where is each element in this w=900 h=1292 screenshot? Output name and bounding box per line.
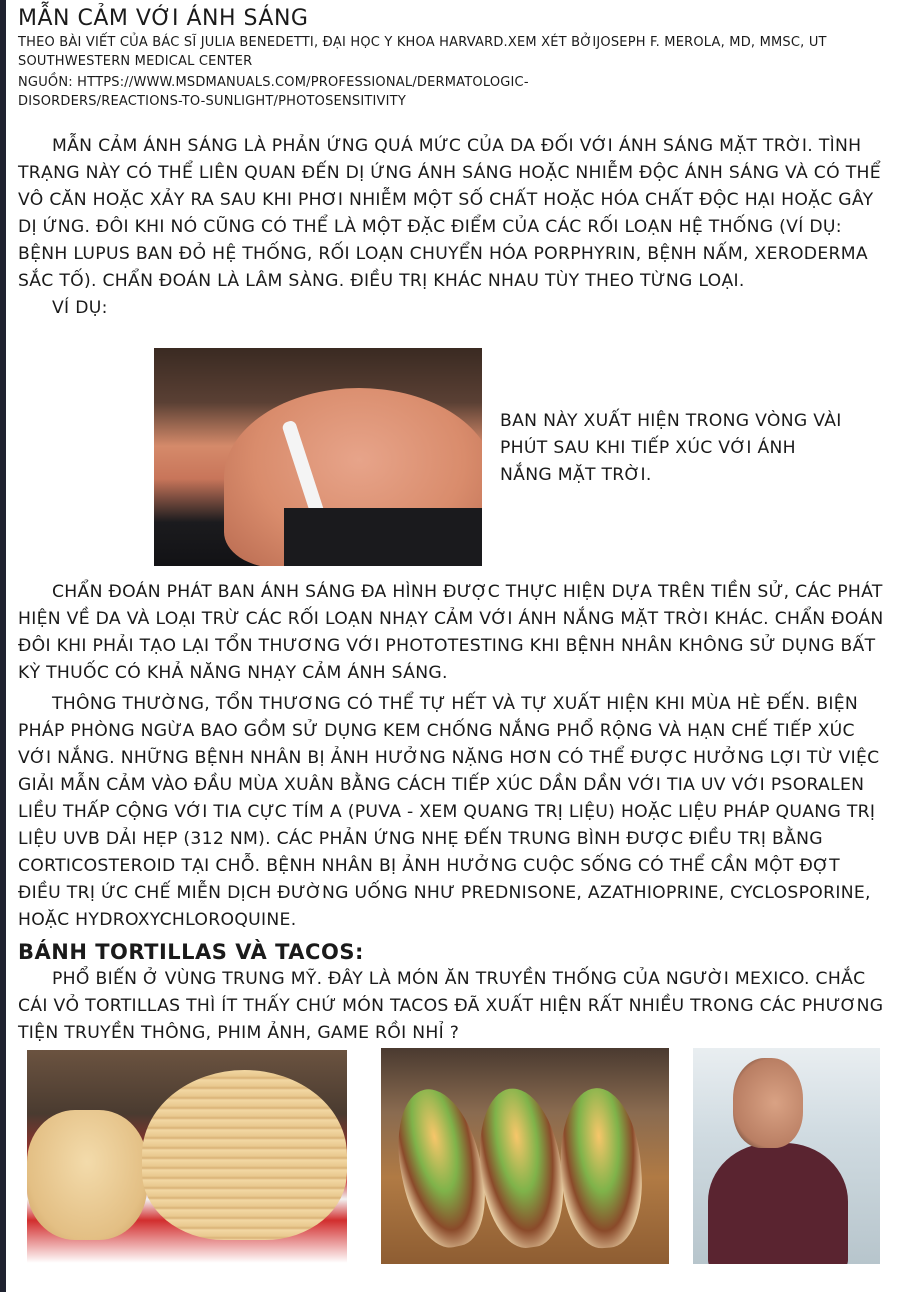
tacos-heading: BÁNH TORTILLAS VÀ TACOS: xyxy=(18,940,364,964)
sun-rash-photo xyxy=(154,348,482,566)
article-title: MẪN CẢM VỚI ÁNH SÁNG xyxy=(18,6,309,31)
left-border-bar xyxy=(0,0,6,1292)
image-caption: BAN NÀY XUẤT HIỆN TRONG VÒNG VÀI PHÚT SAU KHI TIẾP XÚC VỚI ÁNH NẮNG MẶT TRỜI. xyxy=(500,411,842,485)
article-byline: THEO BÀI VIẾT CỦA BÁC SĨ JULIA BENEDETTI, ĐẠI HỌC Y KHOA HARVARD.XEM XÉT BỞIJOSEPH F. MEROLA, MD, MMSC, UT SOUTHWESTERN MEDICAL CENTER xyxy=(18,35,827,69)
article-source: NGUỒN: HTTPS://WWW.MSDMANUALS.COM/PROFESSIONAL/DERMATOLOGIC-DISORDERS/REACTIONS-TO-SUNLIGHT/PHOTOSENSITIVITY xyxy=(18,75,529,109)
diagnosis-paragraph: CHẨN ĐOÁN PHÁT BAN ÁNH SÁNG ĐA HÌNH ĐƯỢC THỰC HIỆN DỰA TRÊN TIỀN SỬ, CÁC PHÁT HIỆN VỀ DA VÀ LOẠI TRỪ CÁC RỐI LOẠN NHẠY CẢM VỚI ÁNH NẮNG MẶT TRỜI KHÁC. CHẨN ĐOÁN ĐÔI KHI PHẢI TẠO LẠI TỔN THƯƠNG VỚI PHOTOTESTING KHI BỆNH NHÂN KHÔNG SỬ DỤNG BẤT KỲ THUỐC CÓ KHẢ NĂNG NHẠY CẢM ÁNH SÁNG. xyxy=(18,582,884,683)
tacos-photo xyxy=(381,1048,669,1264)
body-section xyxy=(18,579,884,1047)
tortilla-stack-photo xyxy=(27,1050,347,1263)
man-eating-taco-photo xyxy=(693,1048,880,1264)
tacos-paragraph: PHỔ BIẾN Ở VÙNG TRUNG MỸ. ĐÂY LÀ MÓN ĂN TRUYỀN THỐNG CỦA NGƯỜI MEXICO. CHẮC CÁI VỎ TORTILLAS THÌ ÍT THẤY CHỨ MÓN TACOS ĐÃ XUẤT HIỆN RẤT NHIỀU TRONG CÁC PHƯƠNG TIỆN TRUYỀN THÔNG, PHIM ẢNH, GAME RỒI NHỈ ? xyxy=(18,969,884,1043)
example-label: VÍ DỤ: xyxy=(52,298,108,318)
intro-paragraph: MẪN CẢM ÁNH SÁNG LÀ PHẢN ỨNG QUÁ MỨC CỦA DA ĐỐI VỚI ÁNH SÁNG MẶT TRỜI. TÌNH TRẠNG NÀY CÓ THỂ LIÊN QUAN ĐẾN DỊ ỨNG ÁNH SÁNG HOẶC NHIỄM ĐỘC ÁNH SÁNG VÀ CÓ THỂ VÔ CĂN HOẶC XẢY RA SAU KHI PHƠI NHIỄM MỘT SỐ CHẤT HOẶC HÓA CHẤT ĐỘC HẠI HOẶC GÂY DỊ ỨNG. ĐÔI KHI NÓ CŨNG CÓ THỂ LÀ MỘT ĐẶC ĐIỂM CỦA CÁC RỐI LOẠN HỆ THỐNG (VÍ DỤ: BỆNH LUPUS BAN ĐỎ HỆ THỐNG, RỐI LOẠN CHUYỂN HÓA PORPHYRIN, BỆNH NẤM, XERODERMA SẮC TỐ). CHẨN ĐOÁN LÀ LÂM SÀNG. ĐIỀU TRỊ KHÁC NHAU TÙY THEO TỪNG LOẠI. xyxy=(18,136,881,291)
article-page xyxy=(18,6,884,322)
treatment-paragraph: THÔNG THƯỜNG, TỔN THƯƠNG CÓ THỂ TỰ HẾT VÀ TỰ XUẤT HIỆN KHI MÙA HÈ ĐẾN. BIỆN PHÁP PHÒNG NGỪA BAO GỒM SỬ DỤNG KEM CHỐNG NẮNG PHỔ RỘNG VÀ HẠN CHẾ TIẾP XÚC VỚI NẮNG. NHỮNG BỆNH NHÂN BỊ ẢNH HƯỞNG NẶNG HƠN CÓ THỂ ĐƯỢC HƯỞNG LỢI TỪ VIỆC GIẢI MẪN CẢM VÀO ĐẦU MÙA XUÂN BẰNG CÁCH TIẾP XÚC DẦN DẦN VỚI TIA UV VỚI PSORALEN LIỀU THẤP CỘNG VỚI TIA CỰC TÍM A (PUVA - XEM QUANG TRỊ LIỆU) HOẶC LIỆU PHÁP QUANG TRỊ LIỆU UVB DẢI HẸP (312 NM). CÁC PHẢN ỨNG NHẸ ĐẾN TRUNG BÌNH ĐƯỢC ĐIỀU TRỊ BẰNG CORTICOSTEROID TẠI CHỖ. BỆNH NHÂN BỊ ẢNH HƯỞNG CUỘC SỐNG CÓ THỂ CẦN MỘT ĐỢT ĐIỀU TRỊ ỨC CHẾ MIỄN DỊCH ĐƯỜNG UỐNG NHƯ PREDNISONE, AZATHIOPRINE, CYCLOSPORINE, HOẶC HYDROXYCHLOROQUINE. xyxy=(18,694,880,930)
